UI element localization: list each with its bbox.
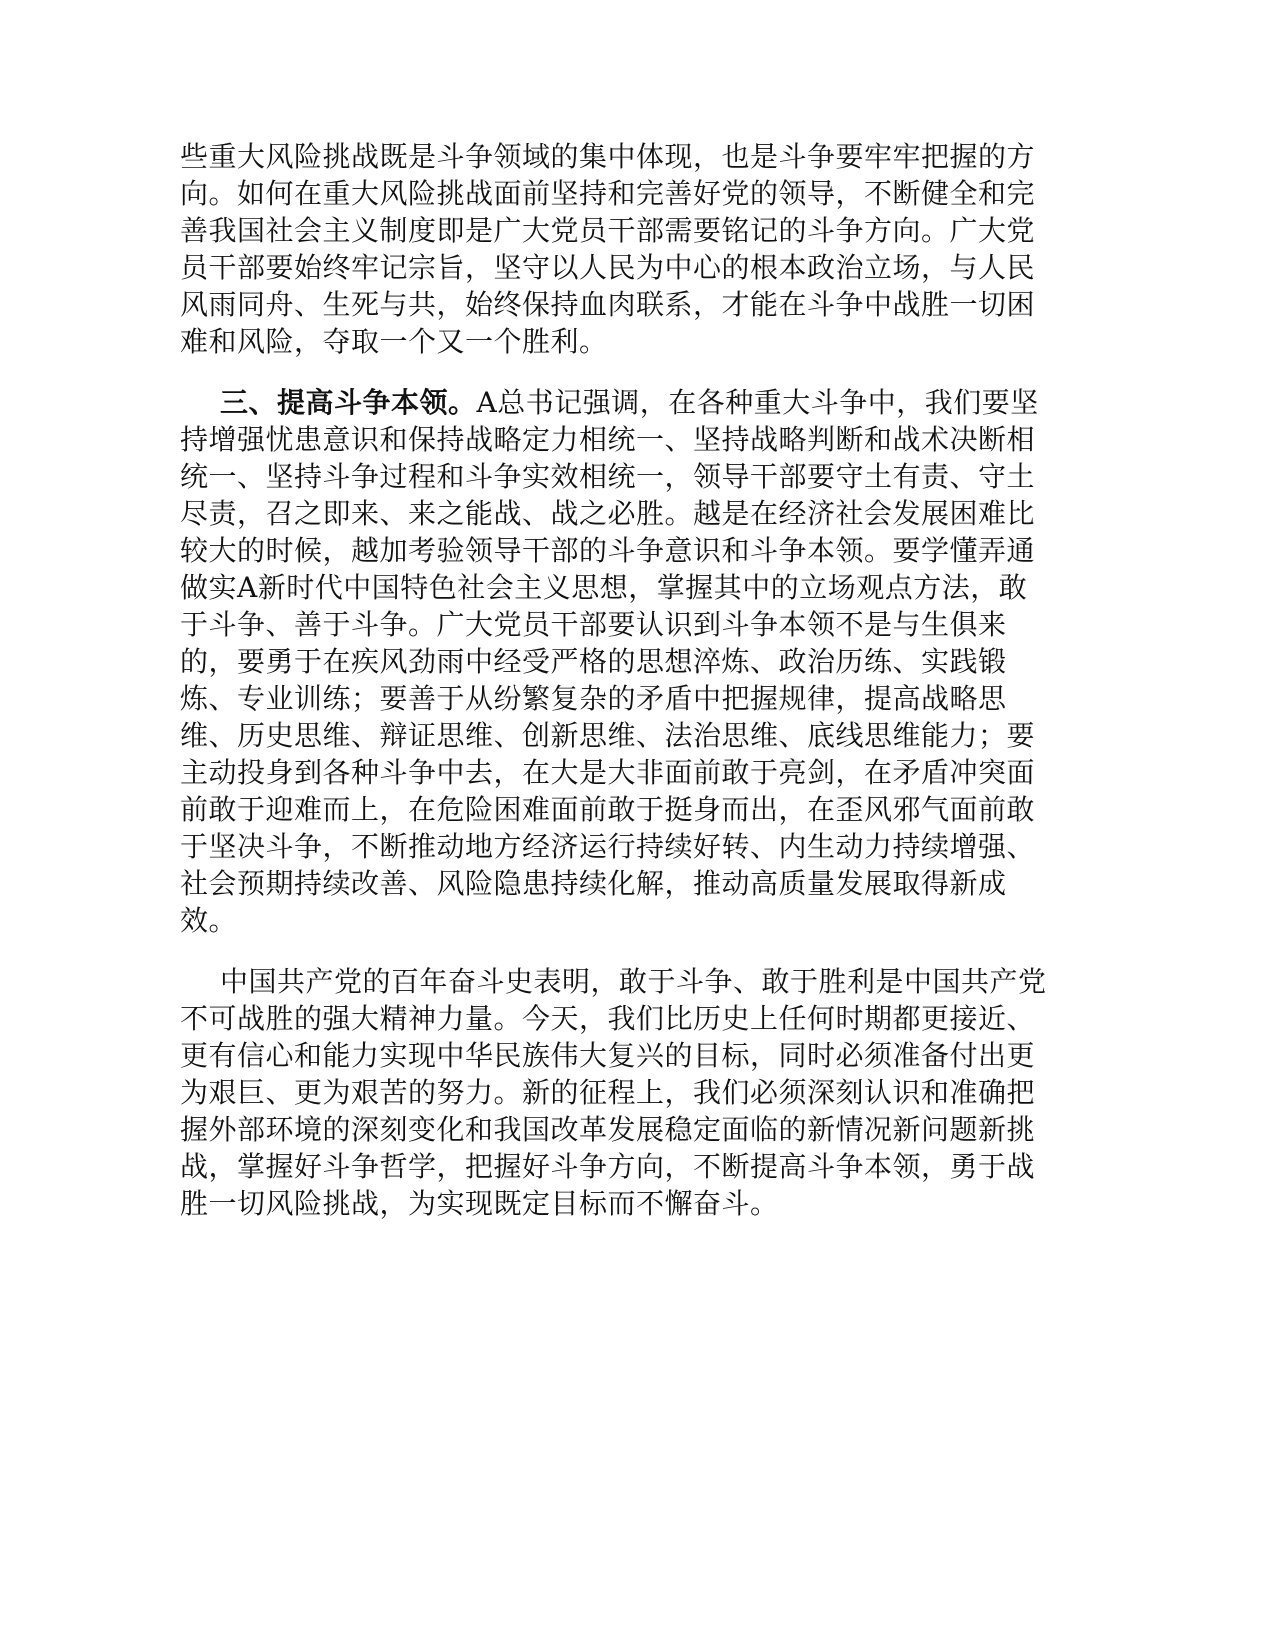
paragraph-line: 前敢于迎难而上，在危险困难面前敢于挺身而出，在歪风邪气面前敢 xyxy=(180,793,1036,826)
paragraph-1 xyxy=(180,138,1036,360)
document-page xyxy=(180,138,1047,1246)
paragraph-first-line: 中国共产党的百年奋斗史表明，敢于斗争、敢于胜利是中国共产党 xyxy=(220,965,1047,998)
paragraph-line: 社会预期持续改善、风险隐患持续化解，推动高质量发展取得新成 xyxy=(180,867,1007,900)
paragraph-line: 善我国社会主义制度即是广大党员干部需要铭记的斗争方向。广大党 xyxy=(180,214,1036,247)
paragraph-line: 更有信心和能力实现中华民族伟大复兴的目标，同时必须准备付出更 xyxy=(180,1039,1036,1072)
paragraph-line: 难和风险，夺取一个又一个胜利。 xyxy=(180,325,608,358)
paragraph-line: 炼、专业训练；要善于从纷繁复杂的矛盾中把握规律，提高战略思 xyxy=(180,682,1007,715)
paragraph-line: 胜一切风险挑战，为实现既定目标而不懈奋斗。 xyxy=(180,1187,779,1220)
paragraph-line: 些重大风险挑战既是斗争领域的集中体现，也是斗争要牢牢把握的方 xyxy=(180,140,1036,173)
paragraph-line: 不可战胜的强大精神力量。今天，我们比历史上任何时期都更接近、 xyxy=(180,1002,1036,1035)
paragraph-line: 尽责，召之即来、来之能战、战之必胜。越是在经济社会发展困难比 xyxy=(180,497,1036,530)
paragraph-line: 握外部环境的深刻变化和我国改革发展稳定面临的新情况新问题新挑 xyxy=(180,1113,1036,1146)
paragraph-line: 较大的时候，越加考验领导干部的斗争意识和斗争本领。要学懂弄通 xyxy=(180,534,1036,567)
paragraph-line: 为艰巨、更为艰苦的努力。新的征程上，我们必须深刻认识和准确把 xyxy=(180,1076,1036,1109)
paragraph-line: 向。如何在重大风险挑战面前坚持和完善好党的领导，不断健全和完 xyxy=(180,177,1036,210)
paragraph-line: 于坚决斗争，不断推动地方经济运行持续好转、内生动力持续增强、 xyxy=(180,830,1036,863)
paragraph-line: 风雨同舟、生死与共，始终保持血肉联系，才能在斗争中战胜一切困 xyxy=(180,288,1036,321)
paragraph-line: 持增强忧患意识和保持战略定力相统一、坚持战略判断和战术决断相 xyxy=(180,423,1036,456)
paragraph-2 xyxy=(180,384,1039,939)
paragraph-line: 员干部要始终牢记宗旨，坚守以人民为中心的根本政治立场，与人民 xyxy=(180,251,1036,284)
paragraph-line: 效。 xyxy=(180,904,238,937)
paragraph-line: 战，掌握好斗争哲学，把握好斗争方向，不断提高斗争本领，勇于战 xyxy=(180,1150,1036,1183)
paragraph-line: 统一、坚持斗争过程和斗争实效相统一，领导干部要守土有责、守土 xyxy=(180,460,1036,493)
section-heading: 三、提高斗争本领。 xyxy=(220,386,477,419)
paragraph-line: 维、历史思维、辩证思维、创新思维、法治思维、底线思维能力；要 xyxy=(180,719,1036,752)
paragraph-line: 的，要勇于在疾风劲雨中经受严格的思想淬炼、政治历练、实践锻 xyxy=(180,645,1007,678)
paragraph-line: 主动投身到各种斗争中去，在大是大非面前敢于亮剑，在矛盾冲突面 xyxy=(180,756,1036,789)
paragraph-3 xyxy=(180,963,1047,1222)
paragraph-first-line xyxy=(180,384,1039,421)
paragraph-line: 做实A新时代中国特色社会主义思想，掌握其中的立场观点方法，敢 xyxy=(180,571,1028,604)
first-line-text: A总书记强调，在各种重大斗争中，我们要坚 xyxy=(476,386,1039,419)
paragraph-line: 于斗争、善于斗争。广大党员干部要认识到斗争本领不是与生俱来 xyxy=(180,608,1007,641)
